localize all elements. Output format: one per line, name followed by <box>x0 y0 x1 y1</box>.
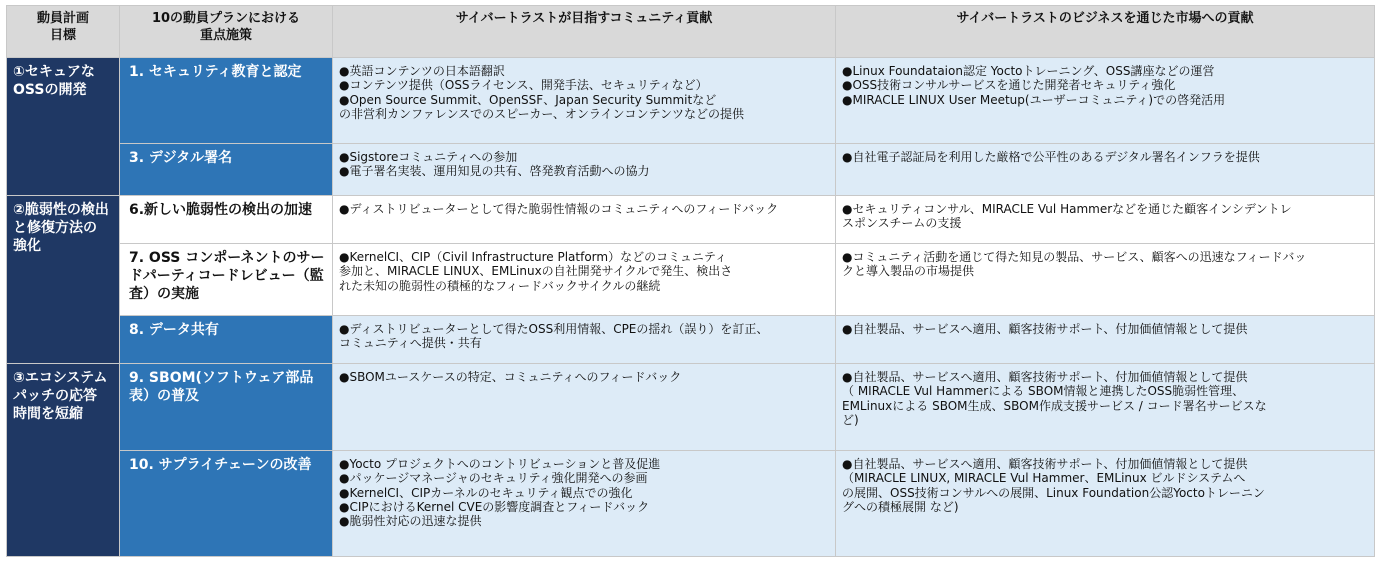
market-cell: ●Linux Foundataion認定 Yoctoトレーニング、OSS講座などの運営 ●OSS技術コンサルサービスを通じた開発者セキュリティ強化 ●MIRACLE LINUX User Meetup(ユーザーコミュニティ)での啓発活用 <box>836 58 1375 144</box>
market-cell: ●自社製品、サービスへ適用、顧客技術サポート、付加価値情報として提供 （MIRACLE LINUX, MIRACLE Vul Hammer、EMLinux ビルドシステムへ の展開、OSS技術コンサルへの展開、Linux Foundation公認Yoctoトレーニン グへの積極展開 など) <box>836 451 1375 557</box>
plan-label: 1. セキュリティ教育と認定 <box>120 58 333 144</box>
market-cell: ●自社電子認証局を利用した厳格で公平性のあるデジタル署名インフラを提供 <box>836 144 1375 196</box>
community-cell: ●Yocto プロジェクトへのコントリビューションと普及促進 ●パッケージマネージャのセキュリティ強化開発への参画 ●KernelCI、CIPカーネルのセキュリティ観点での強化 ●CIPにおけるKernel CVEの影響度調査とフィードバック ●脆弱性対応の迅速な提供 <box>333 451 836 557</box>
contribution-table <box>6 5 1375 557</box>
header-row <box>7 6 1375 58</box>
community-cell: ●KernelCI、CIP（Civil Infrastructure Platform）などのコミュニティ 参加と、MIRACLE LINUX、EMLinuxの自社開発サイクルで発生、検出さ れた未知の脆弱性の積極的なフィードバックサイクルの継続 <box>333 244 836 316</box>
market-cell: ●コミュニティ活動を通じて得た知見の製品、サービス、顧客への迅速なフィードバッ クと導入製品の市場提供 <box>836 244 1375 316</box>
plan-label: 6.新しい脆弱性の検出の加速 <box>120 196 333 244</box>
header-goal: 動員計画目標 <box>7 6 120 58</box>
community-cell: ●ディストリビューターとして得たOSS利用情報、CPEの揺れ（誤り）を訂正、 コミュニティへ提供・共有 <box>333 316 836 364</box>
goal-vulnerability: ②脆弱性の検出と修復方法の強化 <box>7 196 120 364</box>
goal-secure-oss: ①セキュアなOSSの開発 <box>7 58 120 196</box>
plan-label: 7. OSS コンポーネントのサードパーティコードレビュー（監査）の実施 <box>120 244 333 316</box>
community-cell: ●ディストリビューターとして得た脆弱性情報のコミュニティへのフィードバック <box>333 196 836 244</box>
plan-label: 8. データ共有 <box>120 316 333 364</box>
goal-ecosystem: ③エコシステムパッチの応答時間を短縮 <box>7 364 120 557</box>
header-market: サイバートラストのビジネスを通じた市場への貢献 <box>836 6 1375 58</box>
plan-label: 9. SBOM(ソフトウェア部品表）の普及 <box>120 364 333 451</box>
table-row <box>7 58 1375 144</box>
header-plan: 10の動員プランにおける重点施策 <box>120 6 333 58</box>
header-community: サイバートラストが目指すコミュニティ貢献 <box>333 6 836 58</box>
table-row <box>7 144 1375 196</box>
market-cell: ●セキュリティコンサル、MIRACLE Vul Hammerなどを通じた顧客インシデントレ スポンスチームの支援 <box>836 196 1375 244</box>
community-cell: ●英語コンテンツの日本語翻訳 ●コンテンツ提供（OSSライセンス、開発手法、セキュリティなど） ●Open Source Summit、OpenSSF、Japan Security Summitなど の非営利カンファレンスでのスピーカー、オンラインコンテンツなどの提供 <box>333 58 836 144</box>
table-row <box>7 451 1375 557</box>
community-cell: ●SBOMユースケースの特定、コミュニティへのフィードバック <box>333 364 836 451</box>
market-cell: ●自社製品、サービスへ適用、顧客技術サポート、付加価値情報として提供 （ MIRACLE Vul Hammerによる SBOM情報と連携したOSS脆弱性管理、 EMLinuxによる SBOM生成、SBOM作成支援サービス / コード署名サービスな ど) <box>836 364 1375 451</box>
table-row <box>7 316 1375 364</box>
market-cell: ●自社製品、サービスへ適用、顧客技術サポート、付加価値情報として提供 <box>836 316 1375 364</box>
plan-label: 3. デジタル署名 <box>120 144 333 196</box>
table-row <box>7 196 1375 244</box>
table-row <box>7 244 1375 316</box>
table-row <box>7 364 1375 451</box>
community-cell: ●Sigstoreコミュニティへの参加 ●電子署名実装、運用知見の共有、啓発教育活動への協力 <box>333 144 836 196</box>
plan-label: 10. サプライチェーンの改善 <box>120 451 333 557</box>
